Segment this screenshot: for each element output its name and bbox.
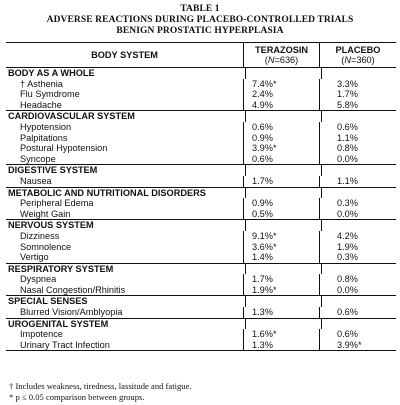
reaction-label: Nasal Congestion/Rhinitis — [20, 284, 126, 295]
terazosin-value: 1.9%* — [243, 285, 319, 296]
reaction-label: Vertigo — [20, 252, 49, 263]
table-section — [6, 219, 396, 262]
table-subtitle-line2: BENIGN PROSTATIC HYPERPLASIA — [116, 26, 284, 36]
header-body-system-label: BODY SYSTEM — [91, 50, 158, 60]
section-title: CARDIOVASCULAR SYSTEM — [8, 111, 135, 122]
table-row — [6, 143, 396, 154]
terazosin-value: 0.9% — [243, 198, 319, 209]
reaction-label: Palpitations — [20, 132, 68, 143]
reaction-label: Syncope — [20, 153, 56, 164]
placebo-value: 0.8% — [319, 143, 396, 154]
table-section — [6, 263, 396, 296]
section-title-row — [6, 264, 396, 275]
reaction-label: Dizziness — [20, 230, 60, 241]
placebo-value: 0.6% — [319, 307, 396, 318]
table-section — [6, 164, 396, 186]
placebo-value: 0.0% — [319, 209, 396, 220]
terazosin-value: 1.6%* — [243, 329, 319, 340]
section-title: BODY AS A WHOLE — [8, 68, 95, 78]
terazosin-value: 1.3% — [243, 307, 319, 318]
table-row — [6, 274, 396, 285]
header-terazosin-n: (N=636) — [264, 55, 299, 65]
table-section — [6, 67, 396, 110]
reaction-label: Hypotension — [20, 121, 72, 132]
terazosin-value: 9.1%* — [243, 231, 319, 242]
placebo-value: 0.8% — [319, 274, 396, 285]
section-title-terazosin-cell — [245, 296, 321, 307]
table-row — [6, 79, 396, 90]
section-title-row — [6, 188, 396, 199]
section-title-row — [6, 68, 396, 79]
header-body-system — [6, 43, 243, 67]
placebo-value: 5.8% — [319, 100, 396, 111]
header-placebo — [319, 43, 396, 67]
section-title-terazosin-cell — [245, 68, 321, 79]
reaction-label: Impotence — [20, 329, 63, 340]
section-title: RESPIRATORY SYSTEM — [8, 263, 114, 274]
reaction-label: Urinary Tract Infection — [20, 339, 110, 350]
section-title-row — [6, 220, 396, 231]
table-row — [6, 340, 396, 351]
terazosin-value: 0.9% — [243, 133, 319, 144]
placebo-value: 0.3% — [319, 252, 396, 263]
section-title-placebo-cell — [321, 68, 398, 79]
table-subtitle-line1: ADVERSE REACTIONS DURING PLACEBO-CONTROLLED TRIALS — [46, 15, 354, 25]
table-section — [6, 187, 396, 220]
placebo-value: 0.6% — [319, 122, 396, 133]
reaction-label: Headache — [20, 99, 62, 110]
placebo-value: 0.0% — [319, 285, 396, 296]
section-title-row — [6, 319, 396, 330]
terazosin-value: 0.5% — [243, 209, 319, 220]
terazosin-value: 2.4% — [243, 89, 319, 100]
placebo-value: 1.1% — [319, 176, 396, 187]
footnote-dagger: † Includes weakness, tiredness, lassitude and fatigue. — [9, 381, 192, 391]
terazosin-value: 0.6% — [243, 122, 319, 133]
section-title-placebo-cell — [321, 220, 398, 231]
terazosin-value: 1.3% — [243, 340, 319, 351]
section-title-placebo-cell — [321, 188, 398, 199]
table-row — [6, 242, 396, 253]
section-title-row — [6, 111, 396, 122]
section-title: DIGESTIVE SYSTEM — [8, 165, 98, 176]
table-section — [6, 318, 396, 351]
reaction-label: Somnolence — [20, 241, 72, 252]
reaction-label: Dyspnea — [20, 274, 57, 285]
reaction-label: † Asthenia — [20, 78, 63, 89]
table-row — [6, 231, 396, 242]
table-row — [6, 198, 396, 209]
table-title: TABLE 1 — [180, 4, 220, 14]
table-row — [6, 100, 396, 111]
reaction-label: Peripheral Edema — [20, 198, 94, 209]
section-title-row — [6, 296, 396, 307]
section-title: NERVOUS SYSTEM — [8, 220, 94, 231]
terazosin-value: 1.7% — [243, 274, 319, 285]
reaction-label: Flu Symdrome — [20, 89, 80, 100]
table-row — [6, 252, 396, 263]
table-row — [6, 89, 396, 100]
table-row — [6, 329, 396, 340]
placebo-value: 1.1% — [319, 133, 396, 144]
placebo-value: 1.7% — [319, 89, 396, 100]
placebo-value: 3.9%* — [319, 340, 396, 351]
header-terazosin — [243, 43, 319, 67]
section-title-placebo-cell — [321, 319, 398, 330]
section-title-terazosin-cell — [245, 264, 321, 275]
placebo-value: 0.0% — [319, 154, 396, 165]
placebo-value: 3.3% — [319, 79, 396, 90]
section-title-terazosin-cell — [245, 111, 321, 122]
table-header-row — [6, 43, 396, 67]
table-bottom-rule — [6, 350, 396, 351]
reaction-label: Weight Gain — [20, 208, 71, 219]
terazosin-value: 4.9% — [243, 100, 319, 111]
terazosin-value: 1.4% — [243, 252, 319, 263]
header-placebo-n: (N=360) — [341, 55, 375, 65]
section-title: SPECIAL SENSES — [8, 296, 88, 307]
section-title: UROGENITAL SYSTEM — [8, 318, 109, 329]
section-title-placebo-cell — [321, 264, 398, 275]
footnote-asterisk: * p ≤ 0.05 comparison between groups. — [9, 392, 145, 402]
section-title-placebo-cell — [321, 165, 398, 176]
reaction-label: Blurred Vision/Amblyopia — [20, 307, 123, 318]
placebo-value: 1.9% — [319, 242, 396, 253]
section-title-terazosin-cell — [245, 319, 321, 330]
terazosin-value: 0.6% — [243, 154, 319, 165]
table-section — [6, 295, 396, 317]
terazosin-value: 3.9%* — [243, 143, 319, 154]
terazosin-value: 7.4%* — [243, 79, 319, 90]
header-placebo-label: PLACEBO — [335, 45, 381, 55]
reaction-label: Nausea — [20, 175, 52, 186]
terazosin-value: 1.7% — [243, 176, 319, 187]
placebo-value: 4.2% — [319, 231, 396, 242]
table-body — [6, 67, 396, 350]
table-row — [6, 285, 396, 296]
terazosin-value: 3.6%* — [243, 242, 319, 253]
table-row — [6, 133, 396, 144]
section-title: METABOLIC AND NUTRITIONAL DISORDERS — [8, 187, 206, 198]
table-row — [6, 209, 396, 220]
adverse-reactions-table — [6, 42, 396, 351]
table-heading — [0, 0, 400, 37]
placebo-value: 0.6% — [319, 329, 396, 340]
header-terazosin-label: TERAZOSIN — [254, 45, 309, 55]
table-row — [6, 122, 396, 133]
table-row — [6, 176, 396, 187]
section-title-placebo-cell — [321, 296, 398, 307]
table-row — [6, 307, 396, 318]
table-section — [6, 110, 396, 164]
table-row — [6, 154, 396, 165]
section-title-row — [6, 165, 396, 176]
section-title-terazosin-cell — [245, 165, 321, 176]
section-title-terazosin-cell — [245, 220, 321, 231]
placebo-value: 0.3% — [319, 198, 396, 209]
section-title-terazosin-cell — [245, 188, 321, 199]
reaction-label: Postural Hypotension — [20, 143, 108, 154]
footnotes — [9, 381, 192, 403]
section-title-placebo-cell — [321, 111, 398, 122]
